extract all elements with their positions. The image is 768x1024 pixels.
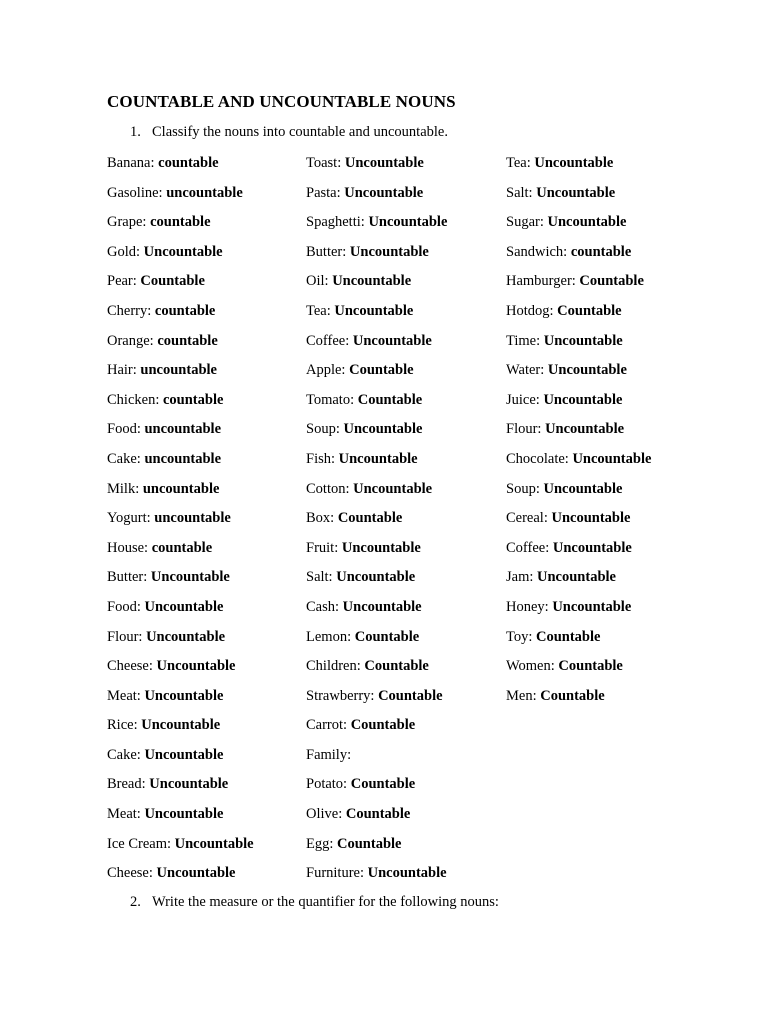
noun-entry [506,329,651,359]
noun-label: Men: [506,687,537,704]
noun-entry [107,536,254,566]
noun-classification: Uncountable [146,628,226,645]
noun-classification: countable [158,155,219,171]
noun-classification: Countable [350,776,416,793]
noun-entry [506,388,651,418]
noun-label: Meat: [107,806,141,823]
noun-entry [306,654,447,684]
noun-label: Box: [306,510,335,527]
noun-entry [506,210,651,240]
noun-label: Chocolate: [506,450,569,467]
noun-entry [506,625,651,655]
noun-label: Egg: [306,835,334,852]
noun-classification: Uncountable [537,569,616,586]
noun-column-1 [107,151,254,891]
noun-label: Cotton: [306,480,350,497]
noun-entry [306,210,447,240]
noun-classification: Countable [378,687,443,704]
noun-label: Food: [107,421,141,438]
noun-entry [107,269,254,299]
noun-label: Oil: [306,273,329,290]
noun-label: Hamburger: [506,273,576,290]
noun-classification: uncountable [142,480,220,497]
noun-entry [506,684,651,714]
noun-entry [506,654,651,684]
noun-label: Fish: [306,450,336,467]
noun-entry [306,151,447,181]
noun-entry [506,506,651,536]
noun-entry [506,477,651,507]
noun-column-2 [306,151,447,891]
instruction-number: 1. [130,124,141,140]
noun-entry [107,772,254,802]
noun-label: Lemon: [306,628,352,645]
noun-entry [306,743,447,773]
noun-entry [306,417,447,447]
noun-label: Juice: [506,391,540,408]
noun-classification: Uncountable [149,776,229,793]
noun-classification: Countable [557,302,622,319]
noun-classification: Uncountable [543,480,623,497]
noun-label: House: [107,539,149,556]
noun-label: Pear: [107,273,137,290]
noun-label: Milk: [107,480,140,497]
noun-classification: Uncountable [332,273,412,290]
noun-classification: Countable [540,687,605,704]
noun-label: Cake: [107,450,141,467]
noun-label: Hotdog: [506,302,554,319]
noun-label: Time: [506,332,541,349]
noun-label: Hair: [107,362,137,379]
noun-classification: Uncountable [545,421,625,438]
noun-label: Bread: [107,776,146,793]
noun-entry [107,565,254,595]
noun-classification: countable [154,302,216,319]
noun-entry [107,151,254,181]
noun-entry [306,595,447,625]
noun-entry [107,684,254,714]
noun-label: Food: [107,598,141,615]
noun-label: Honey: [506,598,549,615]
noun-classification: Uncountable [141,717,221,734]
noun-label: Coffee: [306,332,350,349]
noun-entry [306,684,447,714]
noun-label: Butter: [306,243,347,260]
noun-entry [306,713,447,743]
noun-label: Tea: [506,155,531,171]
noun-entry [506,417,651,447]
noun-entry [107,802,254,832]
noun-classification: Countable [354,628,420,645]
noun-classification: countable [162,391,224,408]
noun-classification: Uncountable [536,184,616,201]
noun-classification: Uncountable [368,214,448,231]
noun-label: Coffee: [506,539,550,556]
noun-entry [107,861,254,891]
noun-classification: Uncountable [543,391,623,408]
noun-classification: Countable [558,658,623,675]
noun-entry [107,477,254,507]
noun-classification: Countable [357,391,423,408]
noun-classification: Uncountable [572,450,652,467]
noun-classification: uncountable [144,450,222,467]
noun-classification: Uncountable [150,569,230,586]
noun-label: Soup: [306,421,340,438]
noun-label: Rice: [107,717,138,734]
noun-classification: Countable [579,273,644,290]
noun-entry [107,625,254,655]
noun-label: Salt: [506,184,533,201]
noun-classification: Uncountable [344,184,424,201]
noun-label: Cake: [107,746,141,763]
noun-label: Water: [506,362,545,379]
noun-classification: Uncountable [336,569,416,586]
noun-entry [306,181,447,211]
noun-entry [506,536,651,566]
noun-label: Potato: [306,776,348,793]
noun-label: Salt: [306,569,333,586]
noun-entry [306,565,447,595]
noun-label: Flour: [107,628,143,645]
noun-classification: Uncountable [552,539,632,556]
noun-entry [107,210,254,240]
noun-classification: uncountable [140,362,217,379]
noun-classification: Countable [536,628,601,645]
noun-label: Meat: [107,687,141,704]
noun-classification: Countable [140,273,205,290]
page-title: COUNTABLE AND UNCOUNTABLE NOUNS [107,92,456,111]
noun-classification: Countable [349,362,414,379]
noun-entry [306,536,447,566]
noun-classification: countable [150,214,211,231]
noun-classification: uncountable [144,421,222,438]
noun-classification: Uncountable [338,450,418,467]
noun-classification: Uncountable [156,658,236,675]
instruction-text: Write the measure or the quantifier for the following nouns: [152,894,499,910]
noun-label: Butter: [107,569,148,586]
noun-label: Tea: [306,302,331,319]
noun-label: Grape: [107,214,147,231]
noun-label: Cheese: [107,865,153,882]
noun-label: Jam: [506,569,534,586]
noun-classification: Uncountable [344,155,424,171]
noun-classification: Uncountable [352,332,432,349]
noun-entry [506,151,651,181]
noun-label: Carrot: [306,717,348,734]
noun-classification: Uncountable [547,214,627,231]
noun-classification: Uncountable [367,865,447,882]
noun-entry [107,181,254,211]
noun-classification: Uncountable [156,865,236,882]
noun-label: Gasoline: [107,184,163,201]
noun-entry [306,240,447,270]
noun-entry [107,417,254,447]
noun-classification: countable [570,243,632,260]
noun-entry [107,743,254,773]
noun-entry [506,595,651,625]
noun-label: Sugar: [506,214,544,231]
noun-classification: Countable [337,510,403,527]
noun-classification: Uncountable [144,687,224,704]
noun-label: Yogurt: [107,510,151,527]
noun-label: Cherry: [107,302,152,319]
noun-classification: Uncountable [551,510,631,527]
noun-label: Orange: [107,332,154,349]
noun-classification: Uncountable [174,835,254,852]
noun-classification: Uncountable [144,806,224,823]
noun-classification: Uncountable [547,362,627,379]
noun-label: Banana: [107,155,155,171]
noun-classification: Uncountable [543,332,623,349]
noun-classification: Uncountable [343,421,423,438]
noun-label: Apple: [306,362,346,379]
noun-entry [107,358,254,388]
noun-label: Gold: [107,243,141,260]
noun-entry [506,565,651,595]
noun-entry [506,447,651,477]
noun-classification: Uncountable [552,598,632,615]
noun-classification: Uncountable [353,480,433,497]
noun-label: Ice Cream: [107,835,172,852]
noun-classification: Uncountable [342,598,422,615]
noun-entry [306,832,447,862]
noun-label: Sandwich: [506,243,568,260]
noun-classification: Uncountable [144,598,224,615]
noun-entry [107,654,254,684]
noun-entry [107,329,254,359]
noun-label: Pasta: [306,184,341,201]
noun-entry [107,595,254,625]
noun-label: Family: [306,746,352,763]
noun-entry [506,358,651,388]
noun-entry [306,506,447,536]
noun-entry [107,240,254,270]
noun-entry [506,269,651,299]
noun-entry [306,388,447,418]
noun-label: Tomato: [306,391,355,408]
noun-entry [306,625,447,655]
noun-entry [107,832,254,862]
noun-classification: uncountable [166,184,243,201]
noun-entry [107,713,254,743]
noun-label: Chicken: [107,391,160,408]
noun-entry [306,861,447,891]
noun-label: Olive: [306,806,343,823]
noun-entry [306,299,447,329]
noun-entry [306,772,447,802]
noun-label: Toy: [506,628,533,645]
instruction-number: 2. [130,894,141,910]
noun-column-3 [506,151,651,713]
noun-classification: Uncountable [334,302,414,319]
noun-label: Flour: [506,421,542,438]
noun-entry [306,477,447,507]
noun-classification: countable [151,539,213,556]
noun-classification: countable [157,332,218,349]
noun-classification: Uncountable [534,155,614,171]
noun-classification: Countable [337,835,402,852]
noun-label: Cereal: [506,510,548,527]
noun-entry [107,388,254,418]
noun-label: Spaghetti: [306,214,365,231]
noun-entry [306,329,447,359]
noun-entry [107,447,254,477]
instruction-1 [130,124,448,141]
noun-classification: Countable [364,658,429,675]
instruction-text: Classify the nouns into countable and uncountable. [152,124,448,140]
noun-classification: uncountable [154,510,231,527]
noun-label: Soup: [506,480,540,497]
noun-label: Women: [506,658,555,675]
noun-entry [506,240,651,270]
noun-classification: Countable [350,717,416,734]
noun-label: Strawberry: [306,687,375,704]
noun-label: Cash: [306,598,340,615]
noun-classification: Uncountable [144,746,224,763]
noun-entry [306,802,447,832]
noun-classification: Uncountable [341,539,421,556]
noun-label: Cheese: [107,658,153,675]
noun-label: Furniture: [306,865,364,882]
noun-classification: Uncountable [349,243,429,260]
noun-entry [107,299,254,329]
noun-classification: Uncountable [143,243,223,260]
noun-entry [107,506,254,536]
noun-classification: Countable [345,806,411,823]
instruction-2 [130,894,499,911]
noun-entry [306,269,447,299]
noun-label: Fruit: [306,539,339,556]
noun-entry [306,447,447,477]
noun-entry [506,299,651,329]
noun-label: Toast: [306,155,342,171]
noun-entry [306,358,447,388]
noun-entry [506,181,651,211]
noun-label: Children: [306,658,361,675]
